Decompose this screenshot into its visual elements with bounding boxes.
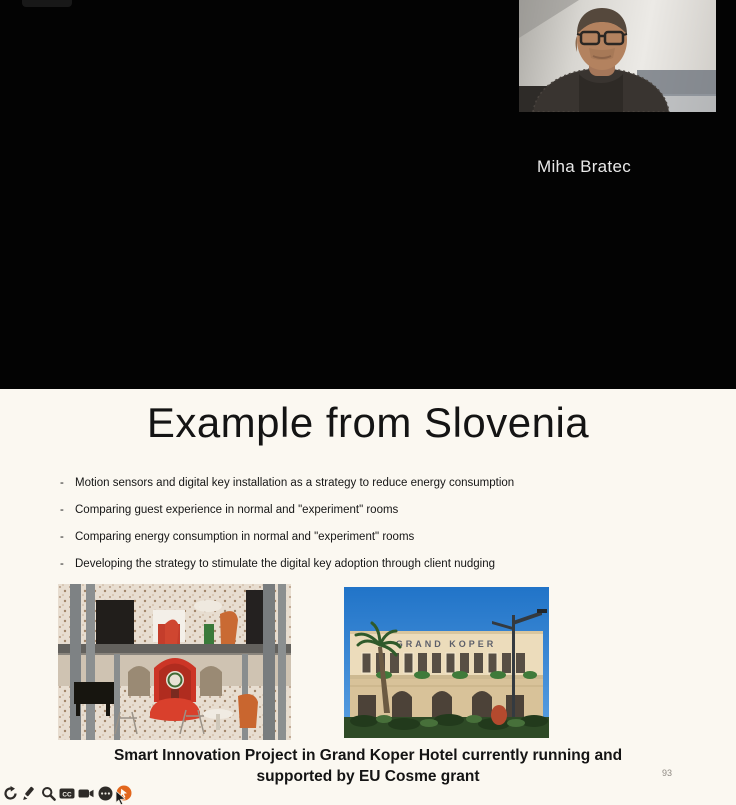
participant-video[interactable] (519, 0, 716, 112)
bullet-text: Comparing guest experience in normal and "experiment" rooms (75, 504, 399, 516)
magnifier-icon[interactable] (40, 785, 56, 801)
participant-name-label: Miha Bratec (537, 157, 632, 176)
bullet-item (60, 477, 680, 489)
hotel-sign-text: GRAND KOPER (395, 639, 497, 649)
undo-arrow-icon[interactable] (2, 785, 18, 801)
slide-caption (0, 745, 736, 787)
pencil-icon[interactable] (21, 785, 37, 801)
bullet-list (60, 477, 680, 585)
bullet-dash: - (60, 531, 64, 543)
mouse-cursor (115, 791, 127, 805)
shared-slide (0, 389, 736, 805)
bullet-dash: - (60, 504, 64, 516)
annotation-toolbar (2, 785, 132, 801)
bullet-dash: - (60, 558, 64, 570)
video-camera-icon[interactable] (78, 785, 94, 801)
cc-label: CC (62, 791, 72, 799)
bullet-text: Comparing energy consumption in normal and "experiment" rooms (75, 531, 415, 543)
bullet-item (60, 531, 680, 543)
hotel-interior-image (58, 584, 291, 740)
more-options-icon[interactable] (97, 785, 113, 801)
slide-page-number: 93 (662, 768, 673, 778)
closed-captions-icon[interactable] (59, 785, 75, 801)
caption-line2: supported by EU Cosme grant (256, 768, 480, 785)
bullet-text: Motion sensors and digital key installation as a strategy to reduce energy consumption (75, 477, 515, 489)
slide-title: Example from Slovenia (146, 399, 590, 446)
bullet-item (60, 558, 680, 570)
bullet-item (60, 504, 680, 516)
grand-koper-exterior-image (344, 587, 549, 738)
bullet-text: Developing the strategy to stimulate the digital key adoption through client nudging (75, 558, 496, 570)
caption-line1: Smart Innovation Project in Grand Koper Hotel currently running and (113, 747, 623, 764)
top-left-control[interactable] (22, 0, 72, 7)
bullet-dash: - (60, 477, 64, 489)
webcam-person-illustration (519, 0, 716, 112)
